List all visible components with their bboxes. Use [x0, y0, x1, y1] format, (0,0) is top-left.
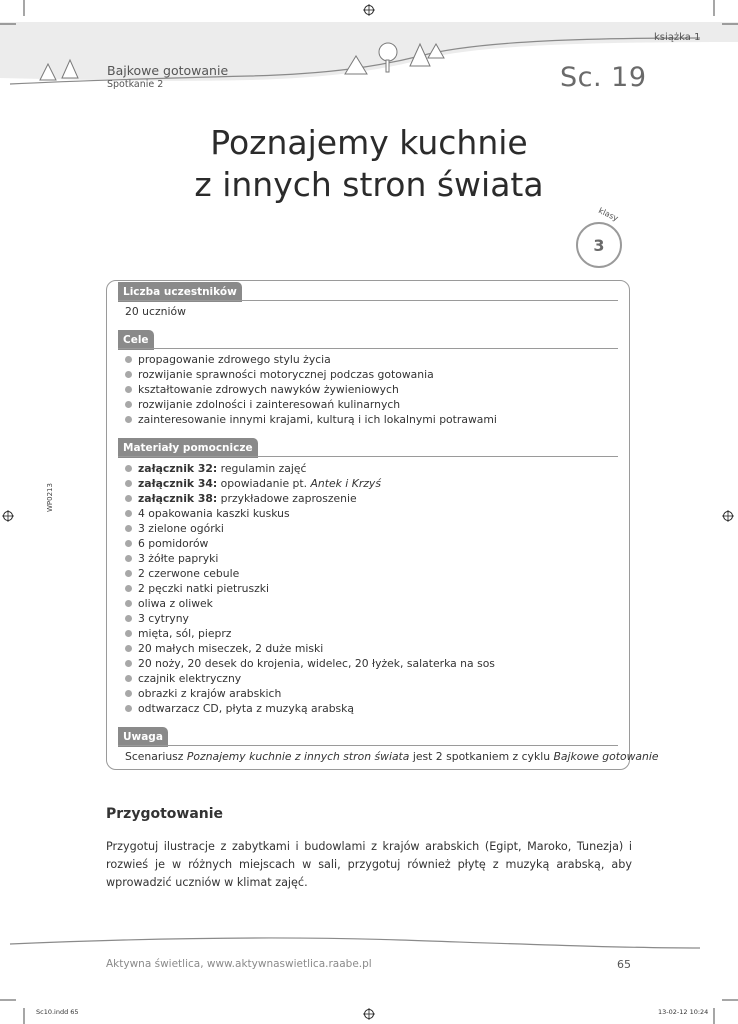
materials-list: [120, 461, 495, 716]
participants-heading: Liczba uczestników: [118, 282, 242, 302]
bullet-icon: [125, 615, 132, 622]
bullet-icon: [125, 585, 132, 592]
goal-text: zainteresowanie innymi krajami, kulturą i ich lokalnymi potrawami: [138, 413, 497, 426]
material-item: [120, 626, 495, 641]
goal-text: rozwijanie sprawności motorycznej podczas gotowania: [138, 368, 434, 381]
material-text: mięta, sól, pieprz: [138, 627, 232, 640]
material-text: oliwa z oliwek: [138, 597, 213, 610]
material-item: [120, 551, 495, 566]
goal-item: [120, 382, 497, 397]
bullet-icon: [125, 675, 132, 682]
page-title-line-1: Poznajemy kuchnie: [210, 123, 528, 162]
attachment-label: załącznik 32:: [138, 462, 218, 475]
participants-value: 20 uczniów: [125, 305, 186, 318]
bullet-icon: [125, 525, 132, 532]
material-text: obrazki z krajów arabskich: [138, 687, 282, 700]
bullet-icon: [125, 371, 132, 378]
bullet-icon: [125, 416, 132, 423]
material-item: [120, 581, 495, 596]
attachment-text: przykładowe zaproszenie: [220, 492, 357, 505]
bullet-icon: [125, 660, 132, 667]
book-label: książka 1: [654, 32, 701, 43]
bullet-icon: [125, 630, 132, 637]
note-middle: jest 2 spotkaniem z cyklu: [409, 750, 554, 763]
materials-heading: Materiały pomocnicze: [118, 438, 258, 458]
material-text: 20 małych miseczek, 2 duże miski: [138, 642, 324, 655]
goal-text: rozwijanie zdolności i zainteresowań kulinarnych: [138, 398, 401, 411]
preparation-text: Przygotuj ilustracje z zabytkami i budowlami z krajów arabskich (Egipt, Maroko, Tunezja) i rozwieś je w różnych miejscach w sali, przygotuj również płytę z muzyką arabską, aby wprowadzić uczniów w klimat zajęć.: [106, 840, 632, 889]
material-text: 4 opakowania kaszki kuskus: [138, 507, 290, 520]
material-text: 3 cytryny: [138, 612, 189, 625]
goal-item: [120, 367, 497, 382]
attachment-item: [120, 476, 495, 491]
note-prefix: Scenariusz: [125, 750, 187, 763]
note-heading: Uwaga: [118, 727, 168, 747]
imprint-file-label: Sc10.indd 65: [36, 1008, 79, 1016]
series-title: Bajkowe gotowanie: [107, 63, 229, 78]
section-divider: [118, 745, 618, 746]
goal-text: propagowanie zdrowego stylu życia: [138, 353, 331, 366]
attachment-item: [120, 461, 495, 476]
attachment-text: regulamin zajęć: [220, 462, 307, 475]
bullet-icon: [125, 386, 132, 393]
goal-item: [120, 412, 497, 427]
material-item: [120, 686, 495, 701]
bullet-icon: [125, 401, 132, 408]
page-title: [100, 122, 638, 206]
meeting-label: Spotkanie 2: [107, 79, 164, 90]
material-item: [120, 506, 495, 521]
section-divider: [118, 456, 618, 457]
page-title-line-2: z innych stron świata: [194, 165, 544, 204]
bullet-icon: [125, 510, 132, 517]
bullet-icon: [125, 705, 132, 712]
material-text: 3 zielone ogórki: [138, 522, 224, 535]
material-text: czajnik elektryczny: [138, 672, 242, 685]
material-item: [120, 656, 495, 671]
material-text: 20 noży, 20 desek do krojenia, widelec, 20 łyżek, salaterka na sos: [138, 657, 495, 670]
attachment-label: załącznik 34:: [138, 477, 218, 490]
footer-url: Aktywna świetlica, www.aktywnaswietlica.raabe.pl: [106, 958, 372, 970]
bullet-icon: [125, 540, 132, 547]
bullet-icon: [125, 555, 132, 562]
material-item: [120, 701, 495, 716]
attachment-title: Antek i Krzyś: [310, 477, 381, 490]
material-text: 3 żółte papryki: [138, 552, 219, 565]
material-item: [120, 566, 495, 581]
footer-curve: [0, 930, 738, 954]
goal-text: kształtowanie zdrowych nawyków żywieniowych: [138, 383, 399, 396]
goals-list: [120, 352, 497, 427]
imprint-timestamp: 13-02-12 10:24: [658, 1008, 709, 1016]
bullet-icon: [125, 570, 132, 577]
material-text: odtwarzacz CD, płyta z muzyką arabską: [138, 702, 355, 715]
bullet-icon: [125, 465, 132, 472]
bullet-icon: [125, 356, 132, 363]
goal-item: [120, 352, 497, 367]
material-item: [120, 671, 495, 686]
material-text: 2 pęczki natki pietruszki: [138, 582, 270, 595]
page-number: 65: [617, 958, 631, 971]
note-scenario-title: Poznajemy kuchnie z innych stron świata: [186, 750, 410, 763]
material-item: [120, 611, 495, 626]
material-item: [120, 641, 495, 656]
class-badge: [576, 222, 622, 268]
note-cycle-title: Bajkowe gotowanie: [553, 750, 659, 763]
note-text: [125, 750, 659, 763]
attachment-item: [120, 491, 495, 506]
material-item: [120, 596, 495, 611]
section-divider: [118, 300, 618, 301]
goals-heading: Cele: [118, 330, 154, 350]
class-badge-label: klasy: [597, 206, 620, 223]
bullet-icon: [125, 600, 132, 607]
preparation-heading: Przygotowanie: [106, 806, 224, 822]
attachment-text: opowiadanie pt.: [220, 477, 308, 490]
bullet-icon: [125, 690, 132, 697]
side-code: WP0213: [46, 483, 54, 512]
attachment-label: załącznik 38:: [138, 492, 218, 505]
material-text: 2 czerwone cebule: [138, 567, 240, 580]
material-item: [120, 521, 495, 536]
material-text: 6 pomidorów: [138, 537, 209, 550]
class-badge-value: 3: [593, 235, 605, 255]
scenario-number: Sc. 19: [560, 62, 647, 93]
bullet-icon: [125, 480, 132, 487]
goal-item: [120, 397, 497, 412]
bullet-icon: [125, 645, 132, 652]
section-divider: [118, 348, 618, 349]
material-item: [120, 536, 495, 551]
bullet-icon: [125, 495, 132, 502]
